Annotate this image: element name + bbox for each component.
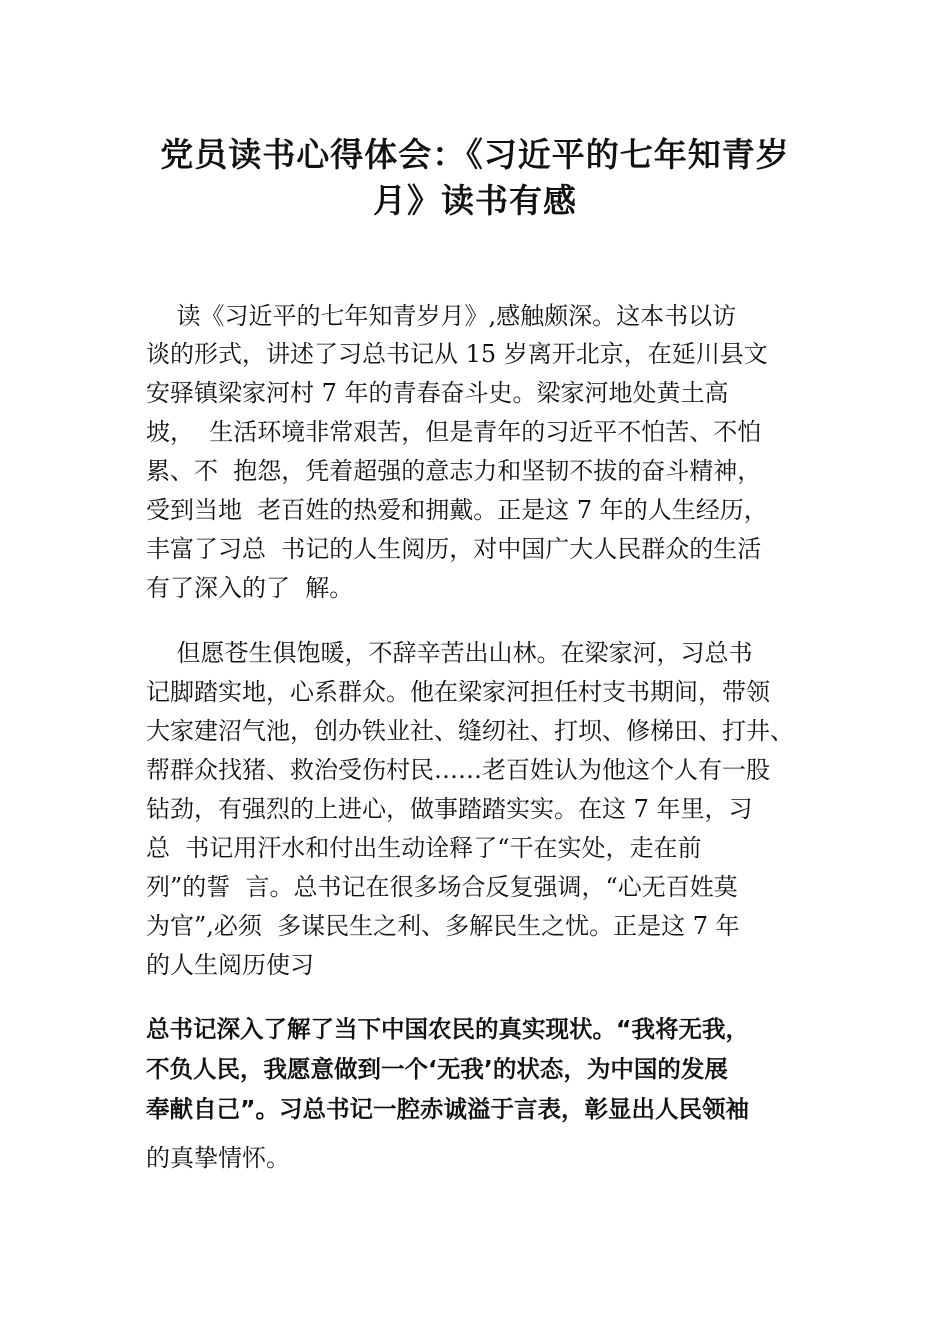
paragraph-line: 但愿苍生俱饱暖，不辞辛苦出山林。在梁家河，习总书 [146, 639, 753, 667]
paragraph-line: 列”的誓 言。总书记在很多场合反复强调，“心无百姓莫 [146, 873, 738, 901]
paragraph-line: 大家建沼气池，创办铁业社、缝纫社、打坝、修梯田、打井、 [146, 717, 794, 745]
title-line: 党员读书心得体会：《习近平的七年知青岁 [160, 135, 790, 174]
paragraph-line: 受到当地 老百姓的热爱和拥戴。正是这 7 年的人生经历， [146, 496, 768, 524]
paragraph-line: 累、不 抱怨，凭着超强的意志力和坚韧不拔的奋斗精神， [146, 457, 762, 485]
bold-paragraph-line: 不负人民，我愿意做到一个‘无我’的状态，为中国的发展 [146, 1055, 728, 1083]
paragraph-line: 读《习近平的七年知青岁月》,感触颇深。这本书以访 [146, 302, 737, 330]
paragraph-line: 谈的形式，讲述了习总书记从 15 岁离开北京，在延川县文 [146, 340, 768, 368]
paragraph-line: 帮群众找猪、救治受伤村民……老百姓认为他这个人有一股 [146, 756, 770, 784]
paragraph-line: 为官”,必须 多谋民生之利、多解民生之忧。正是这 7 年 [146, 912, 740, 940]
title-line: 月》读书有感 [373, 181, 577, 220]
bold-paragraph-line: 总书记深入了解了当下中国农民的真实现状。“我将无我， [146, 1015, 749, 1043]
paragraph-line: 有了深入的了 解。 [146, 574, 354, 602]
paragraph-line: 的人生阅历使习 [146, 951, 314, 979]
paragraph-line: 总 书记用汗水和付出生动诠释了“干在实处，走在前 [146, 834, 702, 862]
bold-paragraph-line: 奉献自己”。习总书记一腔赤诚溢于言表，彰显出人民领袖 [146, 1095, 749, 1123]
paragraph-line: 坡， 生活环境非常艰苦，但是青年的习近平不怕苦、不怕 [146, 418, 762, 446]
document-title [130, 132, 820, 224]
paragraph-line: 记脚踏实地，心系群众。他在梁家河担任村支书期间，带领 [146, 678, 770, 706]
paragraph-line: 钻劲，有强烈的上进心，做事踏踏实实。在这 7 年里，习 [146, 795, 753, 823]
paragraph-line: 的真挚情怀。 [146, 1144, 290, 1172]
paragraph-line: 丰富了习总 书记的人生阅历，对中国广大人民群众的生活 [146, 535, 762, 563]
paragraph-line: 安驿镇梁家河村 7 年的青春奋斗史。梁家河地处黄土高 [146, 379, 729, 407]
